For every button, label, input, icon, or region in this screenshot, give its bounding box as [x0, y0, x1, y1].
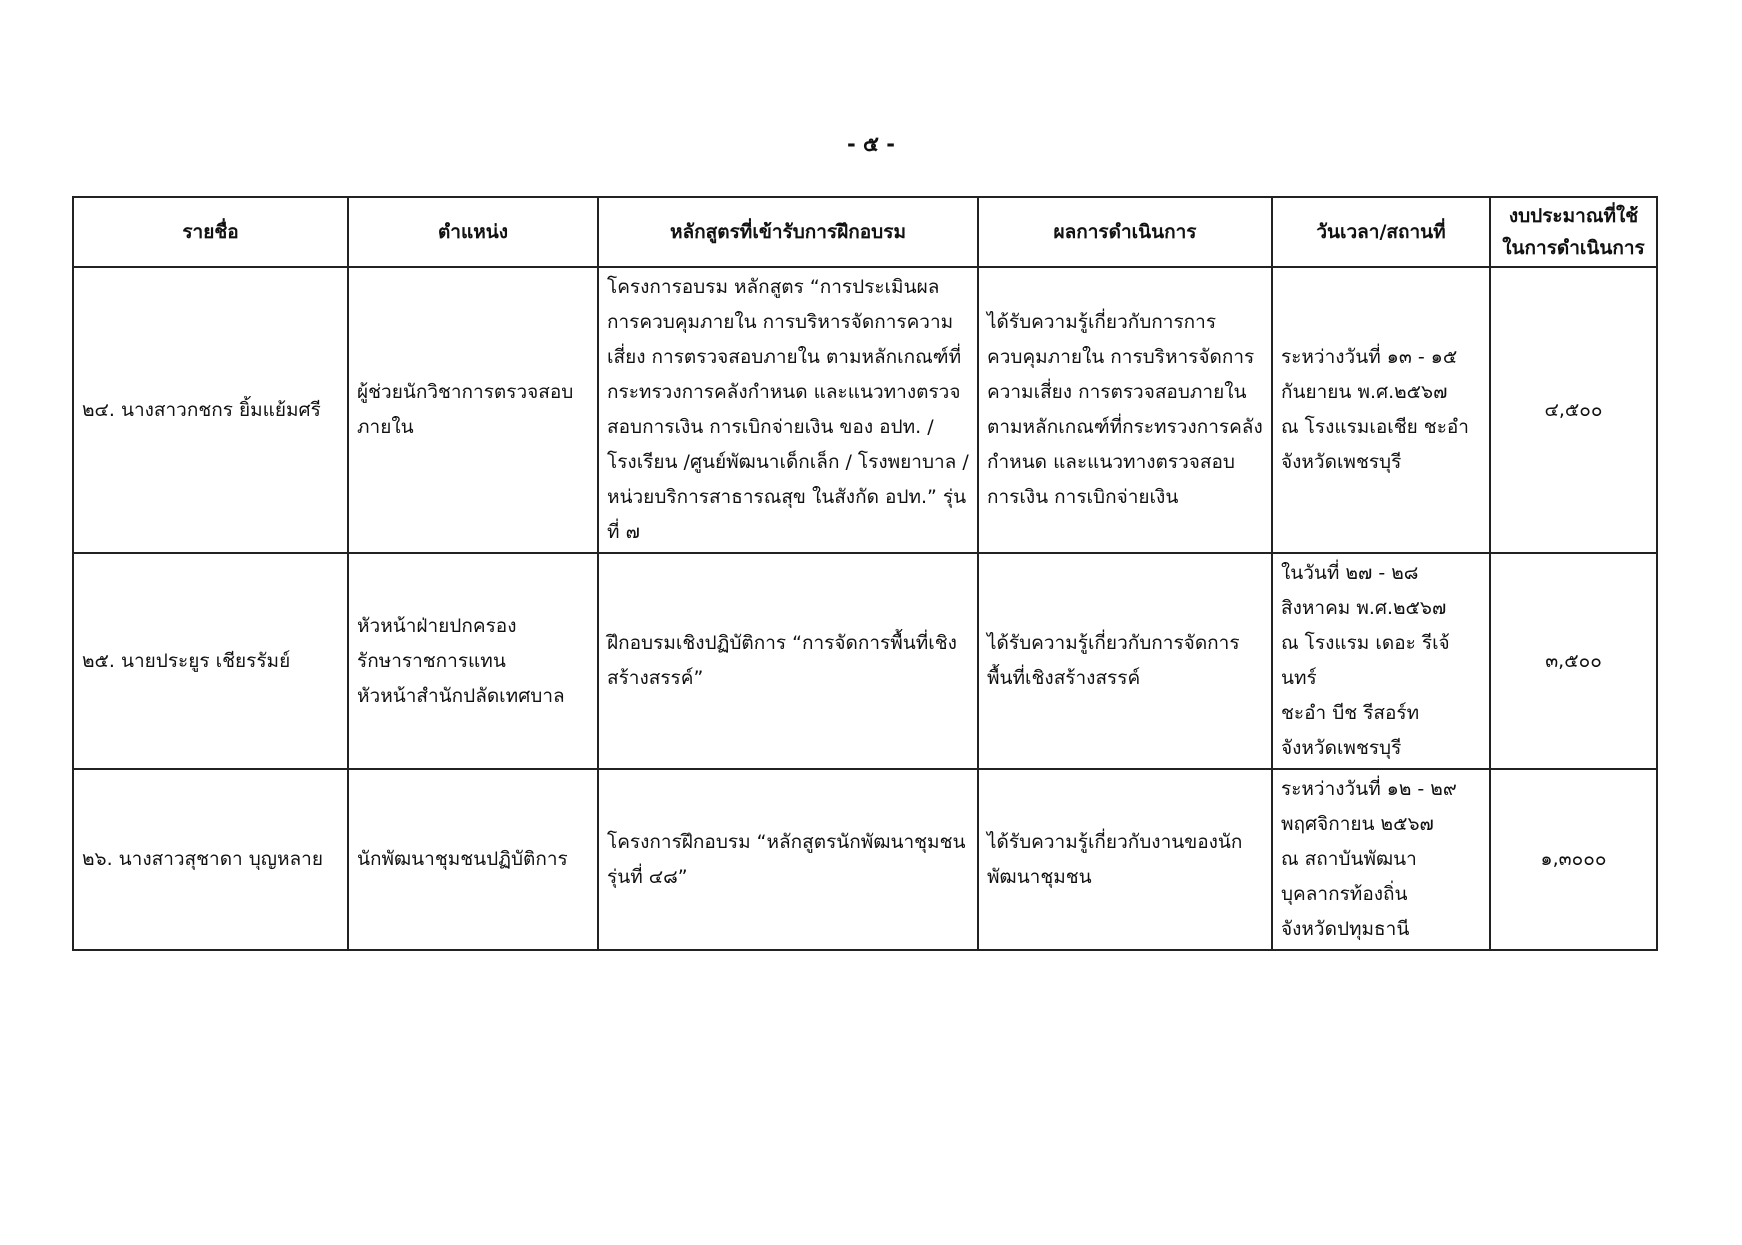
header-course: หลักสูตรที่เข้ารับการฝึกอบรม	[598, 197, 978, 267]
datetime-line: กันยายน พ.ศ.๒๕๖๗	[1281, 381, 1448, 403]
cell-course: ฝึกอบรมเชิงปฏิบัติการ “การจัดการพื้นที่เชิงสร้างสรรค์”	[598, 553, 978, 769]
datetime-line: ระหว่างวันที่ ๑๓ - ๑๕	[1281, 346, 1458, 368]
cell-name: ๒๕. นายประยูร เชียรรัมย์	[73, 553, 348, 769]
place-line: ณ โรงแรม เดอะ รีเจ้นทร์	[1281, 632, 1450, 689]
position-line: รักษาราชการแทน	[357, 649, 506, 672]
training-report-table	[72, 196, 1658, 951]
cell-datetime-place	[1272, 553, 1490, 769]
header-position: ตำแหน่ง	[348, 197, 598, 267]
cell-course: โครงการอบรม หลักสูตร “การประเมินผลการควบคุมภายใน การบริหารจัดการความเสี่ยง การตรวจสอบภายใน ตามหลักเกณฑ์ที่กระทรวงการคลังกำหนด และแนวทางตรวจสอบการเงิน การเบิกจ่ายเงิน ของ อปท. / โรงเรียน /ศูนย์พัฒนาเด็กเล็ก / โรงพยาบาล /หน่วยบริการสาธารณสุข ในสังกัด อปท.” รุ่นที่ ๗	[598, 267, 978, 553]
cell-position: ผู้ช่วยนักวิชาการตรวจสอบภายใน	[348, 267, 598, 553]
place-line: จังหวัดเพชรบุรี	[1281, 451, 1402, 473]
cell-datetime-place	[1272, 769, 1490, 950]
position-line: หัวหน้าฝ่ายปกครอง	[357, 614, 517, 637]
place-line: จังหวัดเพชรบุรี	[1281, 737, 1402, 759]
header-result: ผลการดำเนินการ	[978, 197, 1272, 267]
header-budget-line2: ในการดำเนินการ	[1502, 237, 1645, 259]
cell-datetime-place	[1272, 267, 1490, 553]
cell-name: ๒๔. นางสาวกชกร ยิ้มแย้มศรี	[73, 267, 348, 553]
cell-position	[348, 553, 598, 769]
datetime-line: ระหว่างวันที่ ๑๒ - ๒๙	[1281, 778, 1457, 800]
datetime-line: สิงหาคม พ.ศ.๒๕๖๗	[1281, 597, 1447, 619]
table-row	[73, 553, 1657, 769]
cell-budget: ๑,๓๐๐๐	[1490, 769, 1657, 950]
place-line: จังหวัดปทุมธานี	[1281, 918, 1410, 940]
header-budget	[1490, 197, 1657, 267]
table-header-row	[73, 197, 1657, 267]
cell-course: โครงการฝึกอบรม “หลักสูตรนักพัฒนาชุมชน รุ่นที่ ๔๘”	[598, 769, 978, 950]
header-datetime-place: วันเวลา/สถานที่	[1272, 197, 1490, 267]
place-line: ณ โรงแรมเอเชีย ชะอำ	[1281, 416, 1469, 438]
header-budget-line1: งบประมาณที่ใช้	[1508, 205, 1639, 227]
table-row	[73, 267, 1657, 553]
cell-name: ๒๖. นางสาวสุชาดา บุญหลาย	[73, 769, 348, 950]
header-name: รายชื่อ	[73, 197, 348, 267]
cell-result: ได้รับความรู้เกี่ยวกับการการควบคุมภายใน การบริหารจัดการความเสี่ยง การตรวจสอบภายใน ตามหลักเกณฑ์ที่กระทรวงการคลังกำหนด และแนวทางตรวจสอบการเงิน การเบิกจ่ายเงิน	[978, 267, 1272, 553]
datetime-line: ในวันที่ ๒๗ - ๒๘	[1281, 562, 1419, 584]
cell-result: ได้รับความรู้เกี่ยวกับการจัดการพื้นที่เชิงสร้างสรรค์	[978, 553, 1272, 769]
page-number: - ๕ -	[847, 132, 895, 156]
cell-position: นักพัฒนาชุมชนปฏิบัติการ	[348, 769, 598, 950]
cell-budget: ๔,๕๐๐	[1490, 267, 1657, 553]
table-row	[73, 769, 1657, 950]
place-line: ณ สถาบันพัฒนา	[1281, 848, 1417, 870]
cell-budget: ๓,๕๐๐	[1490, 553, 1657, 769]
cell-result: ได้รับความรู้เกี่ยวกับงานของนักพัฒนาชุมชน	[978, 769, 1272, 950]
position-line: หัวหน้าสำนักปลัดเทศบาล	[357, 684, 565, 707]
place-line: บุคลากรท้องถิ่น	[1281, 883, 1408, 905]
datetime-line: พฤศจิกายน ๒๕๖๗	[1281, 813, 1434, 835]
place-line: ชะอำ บีช รีสอร์ท	[1281, 702, 1420, 724]
